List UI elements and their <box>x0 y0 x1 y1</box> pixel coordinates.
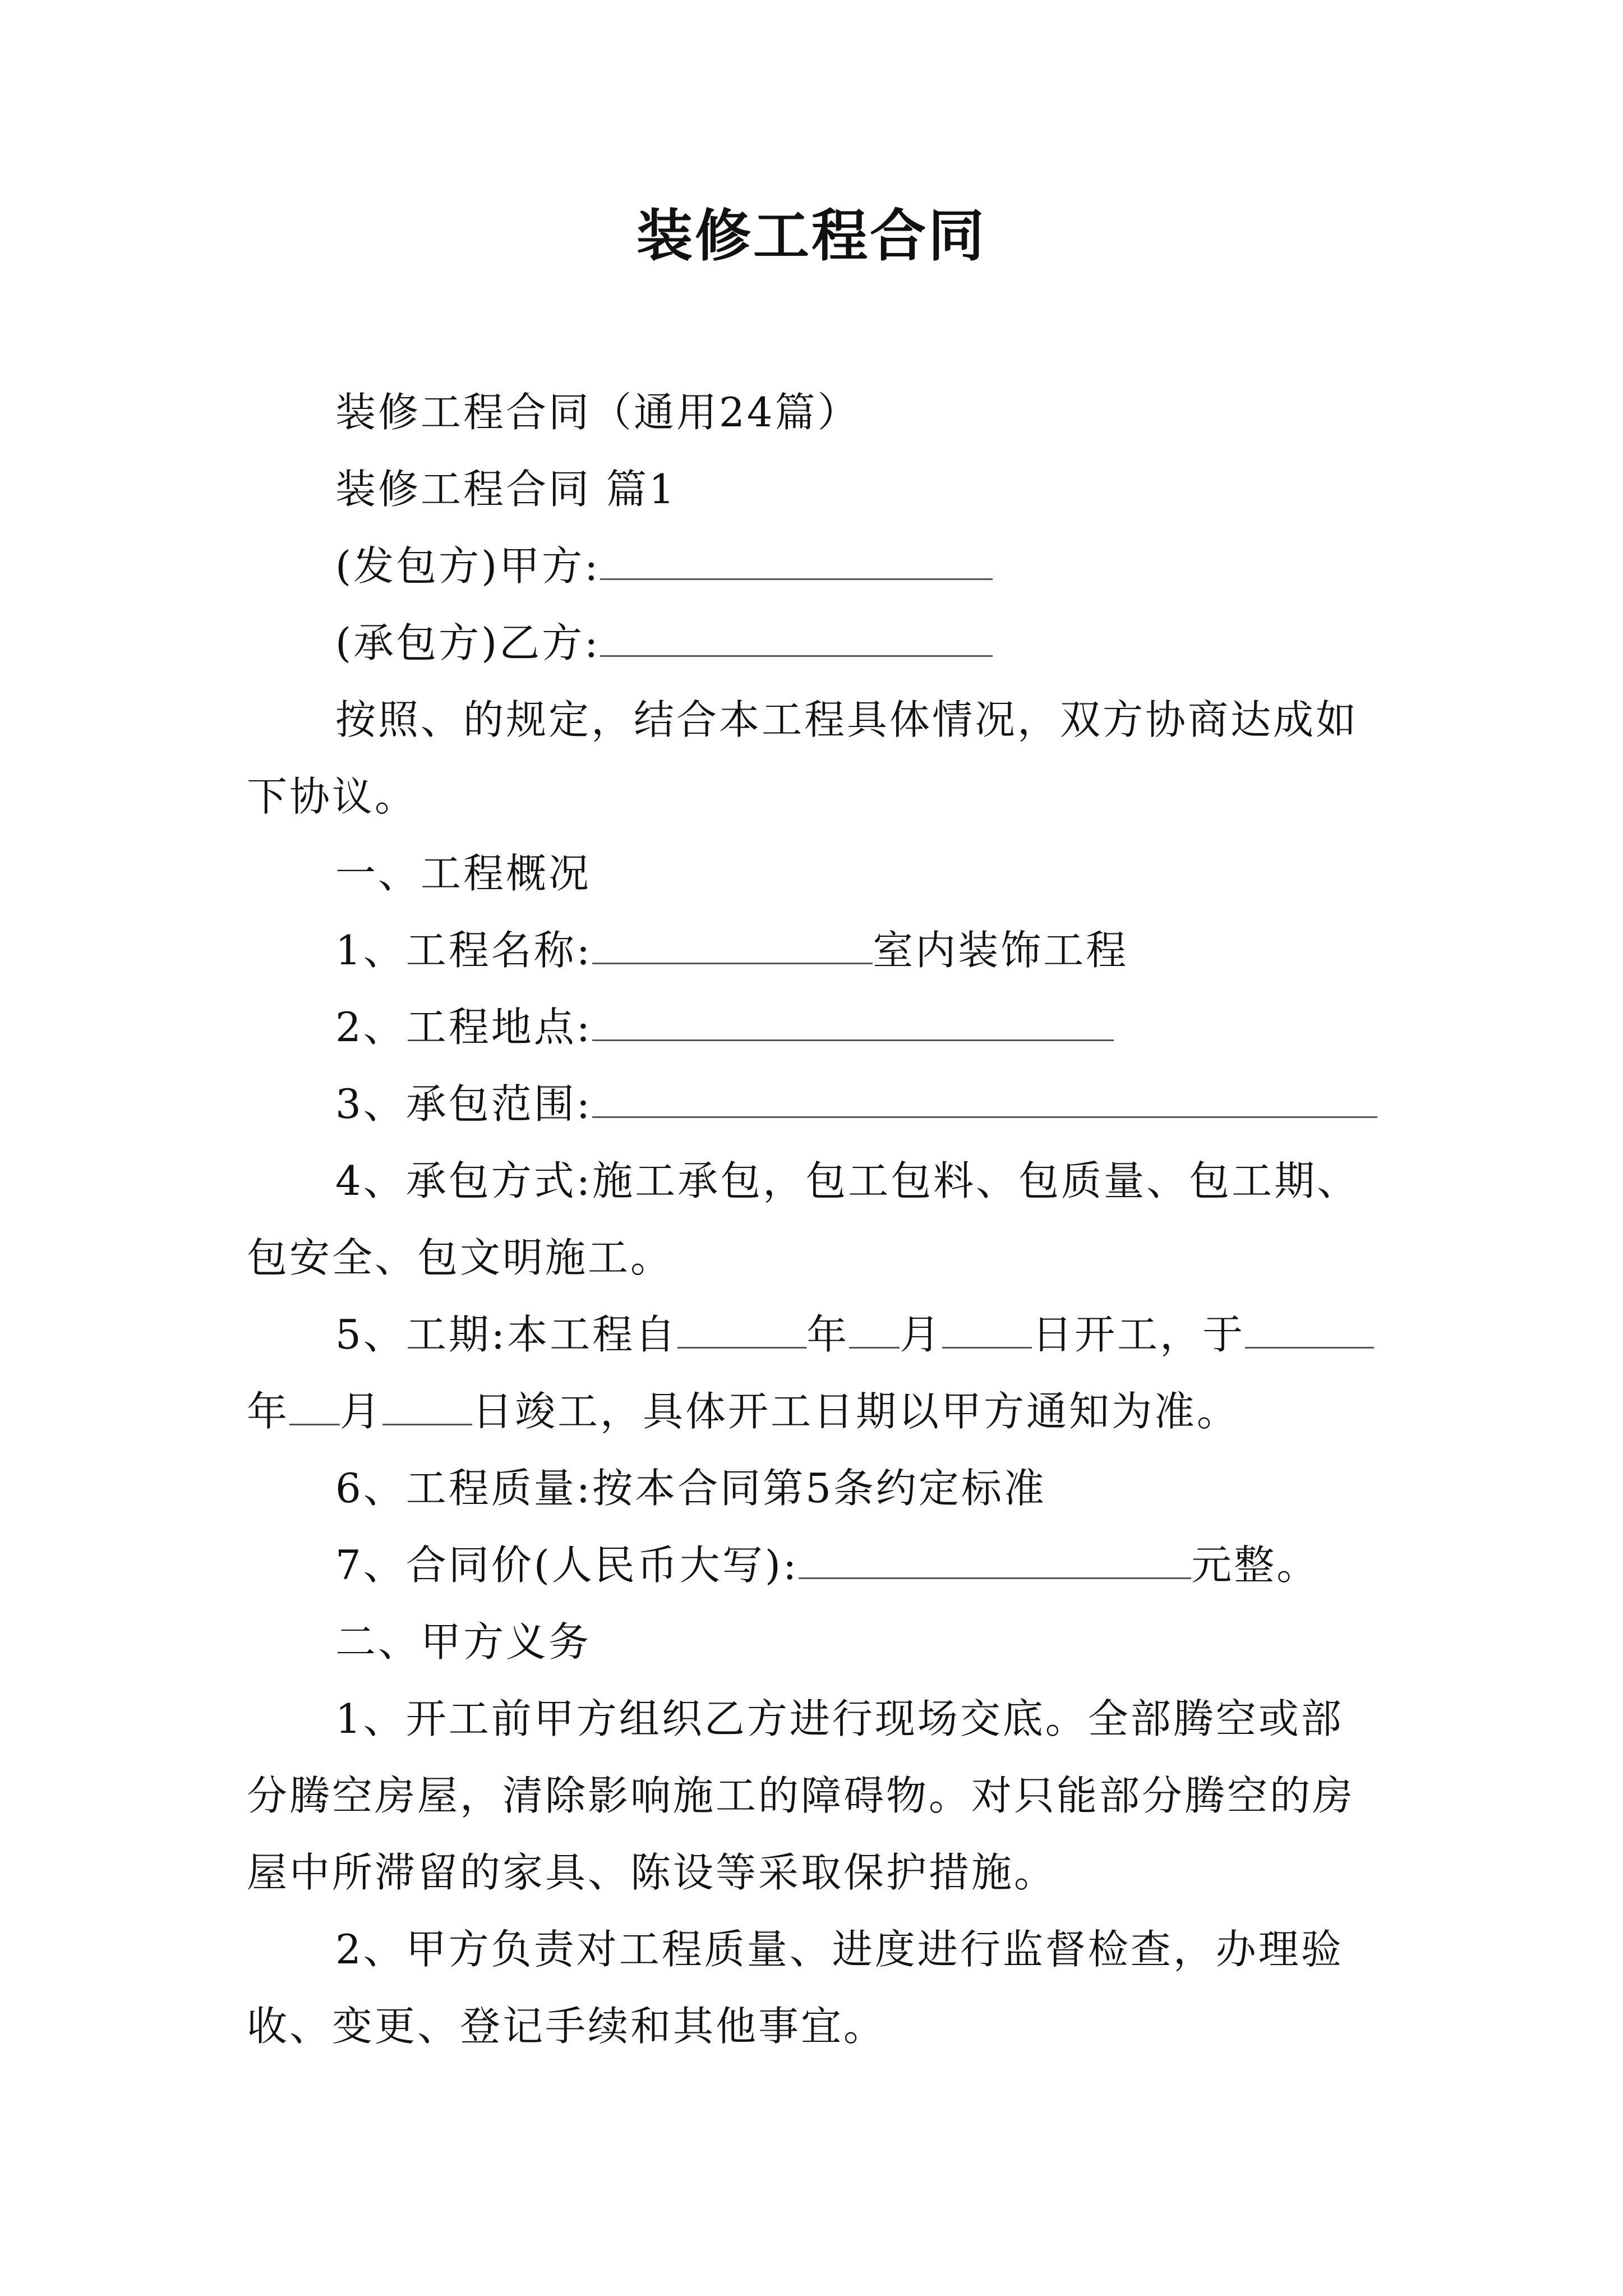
section-heading-part-1: 装修工程合同 篇1 <box>335 466 677 513</box>
duty-1-line-1: 1、开工前甲方组织乙方进行现场交底。全部腾空或部 <box>335 1695 1344 1742</box>
start-suffix: 日开工，于 <box>1032 1311 1246 1358</box>
contract-method-line-1: 4、承包方式:施工承包，包工包料、包质量、包工期、 <box>335 1157 1360 1204</box>
end-day-blank <box>382 1390 472 1425</box>
start-day-blank <box>942 1313 1032 1349</box>
project-location-row <box>335 999 1114 1055</box>
month-label: 月 <box>340 1388 383 1435</box>
section-heading-overview: 一、工程概况 <box>335 850 592 897</box>
project-name-blank <box>592 929 873 964</box>
duty-1-line-3: 屋中所滞留的家具、陈设等采取保护措施。 <box>247 1849 1057 1896</box>
year-label: 年 <box>806 1311 850 1358</box>
intro-paragraph-line-1: 按照、的规定，结合本工程具体情况，双方协商达成如 <box>335 696 1359 743</box>
schedule-end-text: 日竣工，具体开工日期以甲方通知为准。 <box>472 1388 1240 1435</box>
party-b-blank <box>600 622 993 657</box>
project-location-label: 2、工程地点: <box>335 1004 593 1051</box>
schedule-row-2 <box>247 1383 1239 1439</box>
project-name-label: 1、工程名称: <box>335 927 593 974</box>
schedule-row-1 <box>335 1306 1374 1363</box>
end-month-blank <box>289 1390 340 1425</box>
party-a-label: (发包方)甲方: <box>335 542 601 590</box>
contract-price-blank <box>799 1544 1191 1579</box>
contract-method-line-2: 包安全、包文明施工。 <box>247 1234 674 1281</box>
party-a-row <box>335 538 993 594</box>
month-label: 月 <box>900 1311 943 1358</box>
end-year-blank-lead <box>1245 1313 1374 1349</box>
doc-subtitle: 装修工程合同（通用24篇） <box>335 389 860 436</box>
contract-price-suffix: 元整。 <box>1191 1542 1320 1589</box>
contract-scope-row <box>335 1076 1377 1132</box>
start-year-blank <box>677 1313 806 1349</box>
duty-2-line-2: 收、变更、登记手续和其他事宜。 <box>247 2003 887 2050</box>
duty-1-line-2: 分腾空房屋，清除影响施工的障碍物。对只能部分腾空的房 <box>247 1772 1355 1819</box>
party-b-row <box>335 615 993 671</box>
contract-price-row <box>335 1537 1319 1593</box>
project-name-row <box>335 922 1128 978</box>
party-b-label: (承包方)乙方: <box>335 619 601 666</box>
document-title: 装修工程合同 <box>637 203 986 269</box>
contract-scope-label: 3、承包范围: <box>335 1080 593 1128</box>
start-month-blank <box>849 1313 900 1349</box>
quality-row: 6、工程质量:按本合同第5条约定标准 <box>335 1465 1046 1512</box>
party-a-blank <box>600 545 993 580</box>
schedule-start-label: 5、工期:本工程自 <box>335 1311 678 1358</box>
duty-2-line-1: 2、甲方负责对工程质量、进度进行监督检查，办理验 <box>335 1926 1344 1973</box>
year-label: 年 <box>247 1388 290 1435</box>
intro-paragraph-line-2: 下协议。 <box>247 773 418 820</box>
section-heading-party-a-duties: 二、甲方义务 <box>335 1618 592 1665</box>
project-name-value: 室内装饰工程 <box>873 927 1129 974</box>
project-location-blank <box>592 1006 1114 1041</box>
contract-price-label: 7、合同价(人民币大写): <box>335 1542 799 1589</box>
contract-scope-blank <box>592 1083 1377 1118</box>
